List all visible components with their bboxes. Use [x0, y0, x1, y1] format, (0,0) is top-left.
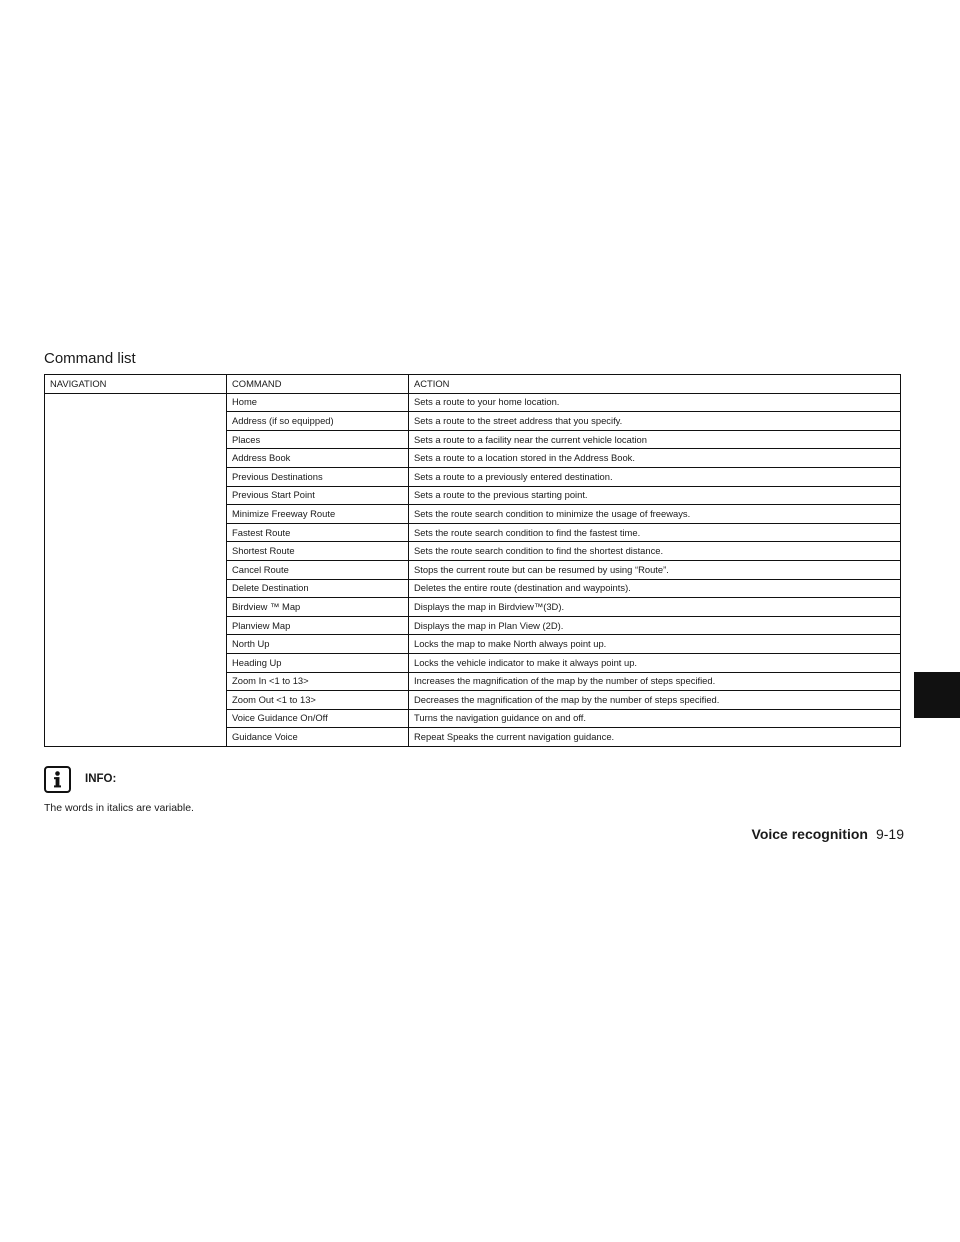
- command-cell: Heading Up: [227, 653, 409, 672]
- action-cell: Increases the magnification of the map by the number of steps specified.: [409, 672, 901, 691]
- table-row: [45, 393, 901, 412]
- action-cell: Sets a route to a location stored in the Address Book.: [409, 449, 901, 468]
- command-cell: Address (if so equipped): [227, 412, 409, 431]
- command-cell: Voice Guidance On/Off: [227, 709, 409, 728]
- command-cell: Zoom In <1 to 13>: [227, 672, 409, 691]
- action-cell: Sets a route to your home location.: [409, 393, 901, 412]
- command-cell: Places: [227, 430, 409, 449]
- action-cell: Sets a route to a facility near the current vehicle location: [409, 430, 901, 449]
- header-action: ACTION: [409, 375, 901, 394]
- command-cell: Fastest Route: [227, 523, 409, 542]
- action-cell: Locks the vehicle indicator to make it always point up.: [409, 653, 901, 672]
- action-cell: Locks the map to make North always point up.: [409, 635, 901, 654]
- action-cell: Sets a route to a previously entered destination.: [409, 467, 901, 486]
- header-command: COMMAND: [227, 375, 409, 394]
- footer-section-name: Voice recognition: [751, 826, 868, 842]
- command-cell: Minimize Freeway Route: [227, 505, 409, 524]
- action-cell: Displays the map in Plan View (2D).: [409, 616, 901, 635]
- command-cell: Address Book: [227, 449, 409, 468]
- command-cell: Home: [227, 393, 409, 412]
- action-cell: Stops the current route but can be resumed by using “Route”.: [409, 560, 901, 579]
- action-cell: Sets a route to the previous starting point.: [409, 486, 901, 505]
- action-cell: Repeat Speaks the current navigation guidance.: [409, 728, 901, 747]
- page-number: 9-19: [875, 826, 904, 842]
- info-label: INFO:: [85, 773, 117, 785]
- action-cell: Turns the navigation guidance on and off.: [409, 709, 901, 728]
- info-icon: [44, 766, 71, 793]
- action-cell: Displays the map in Birdview™(3D).: [409, 598, 901, 617]
- command-cell: Planview Map: [227, 616, 409, 635]
- table-header-row: [45, 375, 901, 394]
- header-navigation: NAVIGATION: [45, 375, 227, 394]
- command-cell: Previous Start Point: [227, 486, 409, 505]
- command-cell: Zoom Out <1 to 13>: [227, 691, 409, 710]
- action-cell: Sets the route search condition to minimize the usage of freeways.: [409, 505, 901, 524]
- command-cell: Previous Destinations: [227, 467, 409, 486]
- section-title: Command list: [44, 350, 136, 367]
- navigation-cell: [45, 393, 227, 746]
- command-cell: Birdview ™ Map: [227, 598, 409, 617]
- chapter-tab-marker: [914, 672, 960, 718]
- action-cell: Sets a route to the street address that you specify.: [409, 412, 901, 431]
- action-cell: Sets the route search condition to find the fastest time.: [409, 523, 901, 542]
- action-cell: Sets the route search condition to find the shortest distance.: [409, 542, 901, 561]
- command-cell: Cancel Route: [227, 560, 409, 579]
- action-cell: Deletes the entire route (destination and waypoints).: [409, 579, 901, 598]
- command-cell: North Up: [227, 635, 409, 654]
- page-footer: [752, 826, 904, 842]
- command-table: [44, 374, 901, 747]
- action-cell: Decreases the magnification of the map by the number of steps specified.: [409, 691, 901, 710]
- command-cell: Guidance Voice: [227, 728, 409, 747]
- command-cell: Shortest Route: [227, 542, 409, 561]
- table-body: [45, 393, 901, 746]
- info-text: The words in italics are variable.: [44, 802, 194, 814]
- command-cell: Delete Destination: [227, 579, 409, 598]
